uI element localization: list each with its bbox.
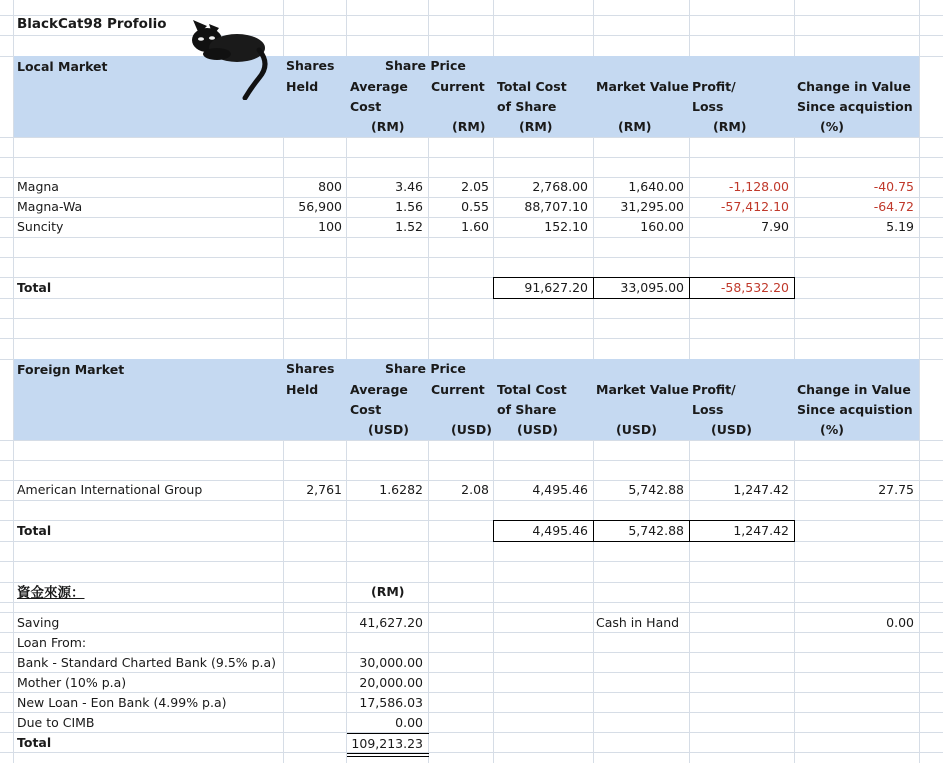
foreign-total-pl: 1,247.42	[733, 523, 789, 538]
foreign-section-label: Foreign Market	[17, 362, 125, 377]
cash-in-hand-label: Cash in Hand	[596, 615, 680, 630]
total-cost: 2,768.00	[532, 179, 588, 194]
market-value: 1,640.00	[628, 179, 684, 194]
profit-loss: 7.90	[761, 219, 789, 234]
local-h-pl1: Profit/	[692, 79, 736, 94]
black-cat-logo	[187, 14, 269, 100]
profit-loss: -57,412.10	[720, 199, 789, 214]
foreign-h-avg-unit: (USD)	[368, 422, 409, 437]
local-h-avg-unit: (RM)	[371, 119, 405, 134]
market-value: 160.00	[640, 219, 684, 234]
change-pct: 5.19	[886, 219, 914, 234]
funding-saving-label: Saving	[17, 615, 60, 630]
page-title: BlackCat98 Profolio	[17, 16, 167, 32]
foreign-h-current-unit: (USD)	[451, 422, 492, 437]
shares-held: 56,900	[298, 199, 342, 214]
cash-in-hand-value: 0.00	[886, 615, 914, 630]
profit-loss: 1,247.42	[733, 482, 789, 497]
local-total-pl: -58,532.20	[720, 280, 789, 295]
funding-bank-label: Bank - Standard Charted Bank (9.5% p.a)	[17, 655, 277, 670]
profit-loss: -1,128.00	[728, 179, 789, 194]
foreign-h-market: Market Value	[596, 382, 689, 397]
market-value: 31,295.00	[620, 199, 684, 214]
foreign-h-chg2: Since acquistion	[797, 402, 913, 417]
local-h-chg2: Since acquistion	[797, 99, 913, 114]
foreign-total-market: 5,742.88	[628, 523, 684, 538]
foreign-h-total1: Total Cost	[497, 382, 567, 397]
shares-held: 100	[318, 219, 342, 234]
funding-cimb-value: 0.00	[395, 715, 423, 730]
foreign-h-pl-unit: (USD)	[711, 422, 752, 437]
local-h-market-unit: (RM)	[618, 119, 652, 134]
avg-cost: 1.56	[395, 199, 423, 214]
shares-held: 800	[318, 179, 342, 194]
avg-cost: 1.6282	[379, 482, 423, 497]
local-section-label: Local Market	[17, 59, 108, 74]
foreign-h-avg2: Cost	[350, 402, 382, 417]
local-h-current-unit: (RM)	[452, 119, 486, 134]
funding-bank-value: 30,000.00	[359, 655, 423, 670]
market-value: 5,742.88	[628, 482, 684, 497]
funding-mother-value: 20,000.00	[359, 675, 423, 690]
local-h-total2: of Share	[497, 99, 557, 114]
current-price: 1.60	[461, 219, 489, 234]
current-price: 0.55	[461, 199, 489, 214]
foreign-h-chg1: Change in Value	[797, 382, 911, 397]
local-h-chg-unit: (%)	[820, 119, 844, 134]
total-cost: 4,495.46	[532, 482, 588, 497]
avg-cost: 3.46	[395, 179, 423, 194]
local-h-total-unit: (RM)	[519, 119, 553, 134]
stock-name: Magna	[17, 179, 59, 194]
foreign-h-shares2: Held	[286, 382, 319, 397]
funding-total-label: Total	[17, 735, 52, 750]
funding-cimb-label: Due to CIMB	[17, 715, 95, 730]
avg-cost: 1.52	[395, 219, 423, 234]
funding-total-double-rule-2	[347, 756, 429, 757]
funding-eon-value: 17,586.03	[359, 695, 423, 710]
current-price: 2.05	[461, 179, 489, 194]
stock-name: Suncity	[17, 219, 64, 234]
foreign-h-market-unit: (USD)	[616, 422, 657, 437]
stock-name: American International Group	[17, 482, 203, 497]
funding-mother-label: Mother (10% p.a)	[17, 675, 127, 690]
local-h-pl2: Loss	[692, 99, 724, 114]
funding-unit: (RM)	[371, 584, 405, 599]
foreign-h-current: Current	[431, 382, 485, 397]
local-h-pl-unit: (RM)	[713, 119, 747, 134]
current-price: 2.08	[461, 482, 489, 497]
foreign-h-chg-unit: (%)	[820, 422, 844, 437]
local-h-avg1: Average	[350, 79, 408, 94]
change-pct: -40.75	[873, 179, 914, 194]
local-h-market: Market Value	[596, 79, 689, 94]
foreign-h-total2: of Share	[497, 402, 557, 417]
funding-eon-label: New Loan - Eon Bank (4.99% p.a)	[17, 695, 227, 710]
stock-name: Magna-Wa	[17, 199, 83, 214]
foreign-h-pl2: Loss	[692, 402, 724, 417]
funding-total-double-rule-1	[347, 753, 429, 754]
foreign-total-label: Total	[17, 523, 52, 538]
local-h-share-price: Share Price	[385, 58, 466, 73]
local-h-shares1: Shares	[286, 58, 335, 73]
change-pct: 27.75	[878, 482, 914, 497]
total-cost: 88,707.10	[524, 199, 588, 214]
shares-held: 2,761	[306, 482, 342, 497]
local-h-chg1: Change in Value	[797, 79, 911, 94]
funding-saving-value: 41,627.20	[359, 615, 423, 630]
foreign-h-shares1: Shares	[286, 361, 335, 376]
funding-loan-from-label: Loan From:	[17, 635, 87, 650]
local-total-label: Total	[17, 280, 52, 295]
local-h-current: Current	[431, 79, 485, 94]
local-h-total1: Total Cost	[497, 79, 567, 94]
local-h-avg2: Cost	[350, 99, 382, 114]
foreign-h-pl1: Profit/	[692, 382, 736, 397]
funding-title: 資金來源：	[17, 585, 85, 601]
foreign-h-avg1: Average	[350, 382, 408, 397]
local-total-cost: 91,627.20	[524, 280, 588, 295]
local-h-shares2: Held	[286, 79, 319, 94]
foreign-h-total-unit: (USD)	[517, 422, 558, 437]
foreign-h-share-price: Share Price	[385, 361, 466, 376]
change-pct: -64.72	[873, 199, 914, 214]
total-cost: 152.10	[544, 219, 588, 234]
funding-total-value: 109,213.23	[351, 736, 423, 751]
local-total-market: 33,095.00	[620, 280, 684, 295]
foreign-total-cost: 4,495.46	[532, 523, 588, 538]
